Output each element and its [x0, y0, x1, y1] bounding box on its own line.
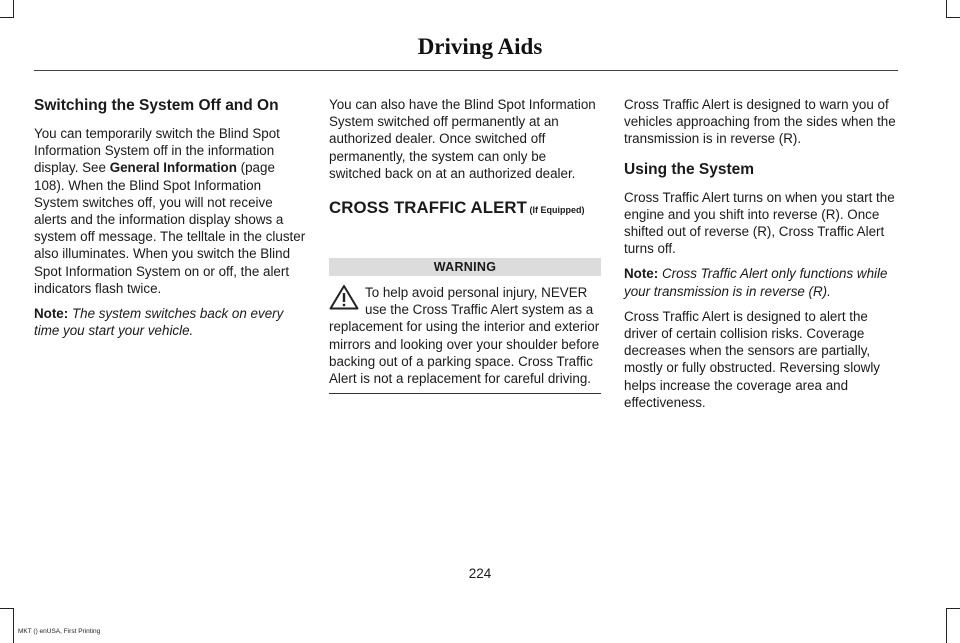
crop-mark — [946, 0, 947, 18]
note-text: Cross Traffic Alert only functions while your transmission is in reverse (R). — [624, 266, 888, 299]
page-title: Driving Aids — [417, 34, 543, 59]
warning-triangle-icon — [329, 284, 359, 310]
note-text: The system switches back on every time you start your vehicle. — [34, 306, 284, 339]
section-heading-cross-traffic — [329, 198, 601, 220]
paragraph-coverage: Cross Traffic Alert is designed to alert the driver of certain collision risks. Coverage decreases when the sensors are partially, mostly or fully obstructed. Reversing slowly helps increase the coverage area and effectiveness. — [624, 308, 880, 410]
paragraph-dealer: You can also have the Blind Spot Information System switched off permanently at an authorized dealer. Once switched off permanently, the system can only be switched back on at an authorized dealer. — [329, 97, 596, 181]
crop-mark — [946, 17, 960, 18]
heading-text: CROSS TRAFFIC ALERT — [329, 198, 527, 218]
column-middle — [329, 96, 601, 394]
crop-mark — [946, 608, 960, 609]
paragraph-turns-on: Cross Traffic Alert turns on when you start the engine and you shift into reverse (R). Once shifted out of reverse (R), Cross Traffic Alert turns off. — [624, 189, 895, 257]
section-heading-switching: Switching the System Off and On — [34, 97, 279, 114]
warning-banner: WARNING — [329, 258, 601, 276]
warning-text: To help avoid personal injury, NEVER use the Cross Traffic Alert system as a replacement for using the interior and exterior mirrors and looking over your shoulder before backing out of a parking space. Cross Traffic Alert is not a replacement for careful driving. — [329, 285, 600, 387]
warning-divider — [329, 393, 601, 394]
header-divider — [34, 70, 898, 71]
cross-reference-link[interactable]: General Information — [109, 160, 237, 176]
note-label: Note: — [34, 306, 69, 322]
section-heading-using: Using the System — [624, 160, 755, 178]
page-number: 224 — [468, 566, 492, 581]
crop-mark — [0, 608, 14, 609]
column-left — [34, 96, 306, 347]
crop-mark — [13, 0, 14, 18]
paragraph-switching — [34, 125, 306, 297]
crop-mark — [0, 17, 14, 18]
heading-qualifier: (If Equipped) — [526, 205, 585, 216]
warning-body — [329, 284, 601, 387]
column-right — [624, 96, 896, 419]
paragraph-cross-traffic-intro: Cross Traffic Alert is designed to warn you of vehicles approaching from the sides when the transmission is in reverse (R). — [624, 97, 896, 147]
crop-mark — [946, 608, 947, 643]
printing-info: MKT () enUSA, First Printing — [18, 628, 101, 635]
note-paragraph — [34, 305, 306, 339]
crop-mark — [13, 608, 14, 643]
paragraph-text: (page 108). When the Blind Spot Information System switches off, you will not receive alerts and the information display shows a system off message. The telltale in the cluster also illuminates. When you switch the Blind Spot Information System on or off, the alert indicators flash twice. — [34, 160, 306, 296]
paragraph-text: You can temporarily switch the Blind Spot Information System off in the information display. See — [34, 126, 280, 176]
note-paragraph — [624, 265, 896, 299]
note-label: Note: — [624, 266, 659, 282]
